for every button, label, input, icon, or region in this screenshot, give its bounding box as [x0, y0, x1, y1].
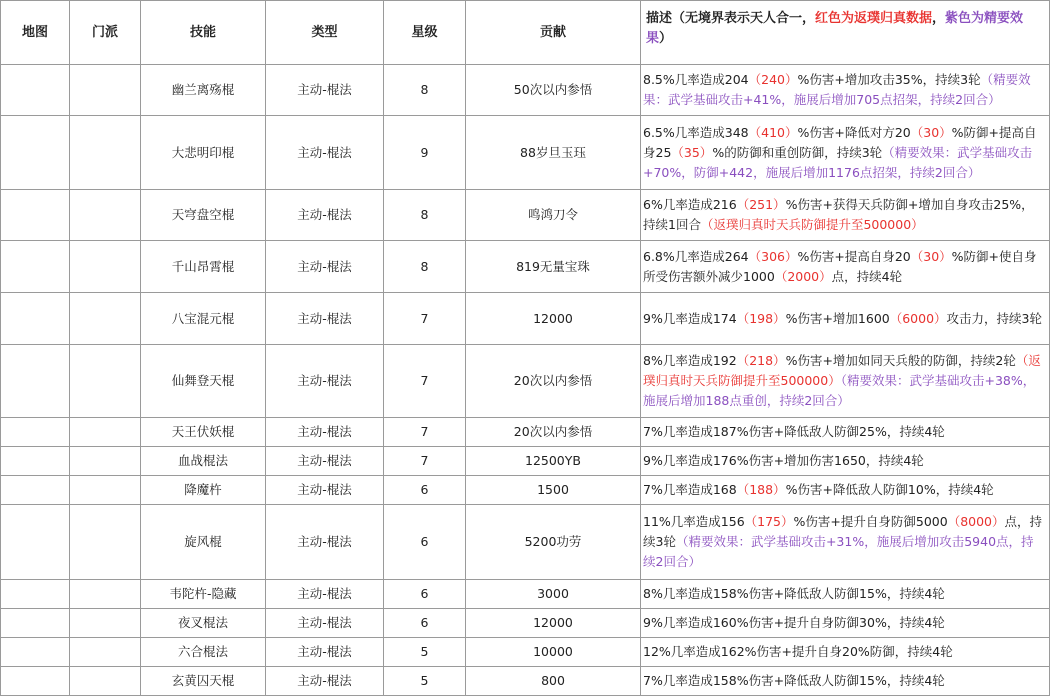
type-cell: 主动-棍法 — [266, 667, 384, 696]
header-type: 类型 — [266, 1, 384, 65]
stars-cell: 8 — [384, 241, 466, 293]
header-desc-sep: ， — [932, 11, 946, 26]
skill-cell: 夜叉棍法 — [141, 609, 266, 638]
description-text: %伤害+增加如同天兵般的防御，持续2轮 — [785, 353, 1016, 368]
header-map: 地图 — [1, 1, 70, 65]
skill-cell: 玄黄囚天棍 — [141, 667, 266, 696]
description-text: %伤害+提高自身20 — [797, 248, 911, 264]
contribution-cell: 12000 — [466, 293, 641, 345]
stars-cell: 6 — [384, 476, 466, 505]
table-row — [1, 241, 1050, 293]
school-cell — [70, 667, 141, 696]
description-cell — [641, 476, 1050, 505]
school-cell — [70, 638, 141, 667]
map-cell — [1, 293, 70, 345]
type-cell: 主动-棍法 — [266, 345, 384, 418]
header-description — [641, 1, 1050, 65]
map-cell — [1, 190, 70, 241]
table-row — [1, 116, 1050, 190]
skill-cell: 天王伏妖棍 — [141, 418, 266, 447]
refined-value: （218） — [736, 353, 786, 368]
school-cell — [70, 609, 141, 638]
description-text: %伤害+获得天兵防御+增加自身攻击25%，持续1回合 — [643, 197, 1034, 232]
school-cell — [70, 241, 141, 293]
description-text: 7%几率造成187%伤害+降低敌人防御25%，持续4轮 — [643, 424, 945, 439]
description-cell — [641, 505, 1050, 580]
stars-cell: 6 — [384, 505, 466, 580]
description-text: %伤害+增加攻击35%，持续3轮 — [797, 72, 981, 87]
skill-cell: 幽兰离殇棍 — [141, 65, 266, 116]
map-cell — [1, 667, 70, 696]
type-cell: 主动-棍法 — [266, 293, 384, 345]
description-text: 6.8%几率造成264 — [643, 248, 749, 264]
stars-cell: 6 — [384, 580, 466, 609]
description-cell — [641, 116, 1050, 190]
description-text: 9%几率造成174 — [643, 310, 737, 326]
map-cell — [1, 638, 70, 667]
description-cell — [641, 293, 1050, 345]
description-text: 8.5%几率造成204 — [643, 72, 749, 87]
type-cell: 主动-棍法 — [266, 638, 384, 667]
refined-value: （6000） — [889, 310, 947, 326]
contribution-cell: 5200功劳 — [466, 505, 641, 580]
school-cell — [70, 65, 141, 116]
description-text: %伤害+提升自身防御5000 — [793, 514, 948, 529]
type-cell: 主动-棍法 — [266, 609, 384, 638]
description-text: %防御+使自身所受伤害额外减少1000 — [643, 248, 1037, 284]
description-cell — [641, 609, 1050, 638]
school-cell — [70, 476, 141, 505]
table-row — [1, 447, 1050, 476]
school-cell — [70, 418, 141, 447]
table-row — [1, 580, 1050, 609]
type-cell: 主动-棍法 — [266, 447, 384, 476]
table-row — [1, 190, 1050, 241]
skill-cell: 六合棍法 — [141, 638, 266, 667]
map-cell — [1, 345, 70, 418]
refined-value: （188） — [736, 482, 786, 497]
skill-cell: 八宝混元棍 — [141, 293, 266, 345]
description-text: 8%几率造成158%伤害+降低敌人防御15%，持续4轮 — [643, 586, 945, 601]
header-school: 门派 — [70, 1, 141, 65]
contribution-cell: 10000 — [466, 638, 641, 667]
header-desc-close: ） — [659, 31, 673, 46]
map-cell — [1, 116, 70, 190]
description-text: 9%几率造成176%伤害+增加伤害1650，持续4轮 — [643, 453, 924, 468]
description-text: 12%几率造成162%伤害+提升自身20%防御，持续4轮 — [643, 644, 953, 659]
refined-value: （返璞归真时天兵防御提升至500000） — [643, 353, 1041, 388]
contribution-cell: 鸣鸿刀令 — [466, 190, 641, 241]
description-text: 8%几率造成192 — [643, 353, 737, 368]
header-skill: 技能 — [141, 1, 266, 65]
description-cell — [641, 447, 1050, 476]
description-cell — [641, 638, 1050, 667]
description-text: 点，持续3轮 — [643, 514, 1043, 549]
refined-value: （306） — [748, 248, 798, 264]
skill-cell: 韦陀杵-隐藏 — [141, 580, 266, 609]
contribution-cell: 50次以内参悟 — [466, 65, 641, 116]
school-cell — [70, 190, 141, 241]
refined-value: （30） — [910, 248, 952, 264]
refined-value: （251） — [736, 197, 786, 212]
stars-cell: 9 — [384, 116, 466, 190]
school-cell — [70, 580, 141, 609]
description-cell — [641, 580, 1050, 609]
refined-value: （35） — [671, 144, 713, 160]
type-cell: 主动-棍法 — [266, 418, 384, 447]
refined-value: （2000） — [774, 268, 832, 284]
header-contribution: 贡献 — [466, 1, 641, 65]
stars-cell: 6 — [384, 609, 466, 638]
table-row — [1, 418, 1050, 447]
contribution-cell: 800 — [466, 667, 641, 696]
stars-cell: 7 — [384, 447, 466, 476]
contribution-cell: 3000 — [466, 580, 641, 609]
type-cell: 主动-棍法 — [266, 505, 384, 580]
description-text: 9%几率造成160%伤害+提升自身防御30%，持续4轮 — [643, 615, 945, 630]
map-cell — [1, 609, 70, 638]
map-cell — [1, 447, 70, 476]
table-row — [1, 609, 1050, 638]
stars-cell: 8 — [384, 65, 466, 116]
skill-cell: 天穹盘空棍 — [141, 190, 266, 241]
school-cell — [70, 345, 141, 418]
stars-cell: 5 — [384, 667, 466, 696]
header-stars: 星级 — [384, 1, 466, 65]
stars-cell: 8 — [384, 190, 466, 241]
description-cell — [641, 418, 1050, 447]
description-text: 点，持续4轮 — [831, 268, 903, 284]
description-text: %防御+提高自身25 — [643, 124, 1037, 160]
contribution-cell: 88岁旦玉珏 — [466, 116, 641, 190]
skill-cell: 血战棍法 — [141, 447, 266, 476]
description-cell — [641, 345, 1050, 418]
stars-cell: 5 — [384, 638, 466, 667]
contribution-cell: 20次以内参悟 — [466, 418, 641, 447]
stars-cell: 7 — [384, 293, 466, 345]
type-cell: 主动-棍法 — [266, 190, 384, 241]
refined-value: （8000） — [947, 514, 1005, 529]
description-text: 6%几率造成216 — [643, 197, 737, 212]
school-cell — [70, 116, 141, 190]
skill-cell: 大悲明印棍 — [141, 116, 266, 190]
type-cell: 主动-棍法 — [266, 65, 384, 116]
essence-effect: （精要效果：武学基础攻击+38%，施展后增加188点重创，持续2回合） — [643, 373, 1036, 408]
refined-value: （410） — [748, 124, 798, 140]
stars-cell: 7 — [384, 345, 466, 418]
contribution-cell: 12500YB — [466, 447, 641, 476]
refined-value: （175） — [744, 514, 794, 529]
skill-cell: 千山昂霄棍 — [141, 241, 266, 293]
header-row — [1, 1, 1050, 65]
table-row — [1, 65, 1050, 116]
contribution-cell: 12000 — [466, 609, 641, 638]
school-cell — [70, 447, 141, 476]
header-desc-purple: 紫色为精要效果 — [646, 11, 1024, 46]
header-desc-text: 描述（无境界表示天人合一， — [646, 11, 816, 26]
description-text: %伤害+降低对方20 — [797, 124, 911, 140]
stars-cell: 7 — [384, 418, 466, 447]
type-cell: 主动-棍法 — [266, 116, 384, 190]
description-cell — [641, 241, 1050, 293]
table-row — [1, 345, 1050, 418]
refined-value: （返璞归真时天兵防御提升至500000） — [700, 217, 924, 232]
description-text: %伤害+降低敌人防御10%，持续4轮 — [785, 482, 994, 497]
description-text: 7%几率造成168 — [643, 482, 737, 497]
refined-value: （198） — [736, 310, 786, 326]
contribution-cell: 819无量宝珠 — [466, 241, 641, 293]
essence-effect: （精要效果：武学基础攻击+41%，施展后增加705点招架，持续2回合） — [643, 72, 1031, 107]
map-cell — [1, 476, 70, 505]
description-text: %伤害+增加1600 — [785, 310, 890, 326]
description-cell — [641, 190, 1050, 241]
description-text: 7%几率造成158%伤害+降低敌人防御15%，持续4轮 — [643, 673, 945, 688]
table-body — [1, 65, 1050, 696]
school-cell — [70, 505, 141, 580]
map-cell — [1, 505, 70, 580]
skill-cell: 降魔杵 — [141, 476, 266, 505]
contribution-cell: 1500 — [466, 476, 641, 505]
essence-effect: （精要效果：武学基础攻击+70%，防御+442，施展后增加1176点招架，持续2回合） — [643, 144, 1033, 180]
skill-cell: 仙舞登天棍 — [141, 345, 266, 418]
header-desc-red: 红色为返璞归真数据 — [815, 11, 933, 26]
description-cell — [641, 65, 1050, 116]
type-cell: 主动-棍法 — [266, 241, 384, 293]
table-row — [1, 505, 1050, 580]
description-text: 6.5%几率造成348 — [643, 124, 749, 140]
skill-cell: 旋风棍 — [141, 505, 266, 580]
description-text: 攻击力，持续3轮 — [946, 310, 1043, 326]
type-cell: 主动-棍法 — [266, 476, 384, 505]
type-cell: 主动-棍法 — [266, 580, 384, 609]
table-row — [1, 667, 1050, 696]
map-cell — [1, 418, 70, 447]
table-row — [1, 476, 1050, 505]
school-cell — [70, 293, 141, 345]
refined-value: （240） — [748, 72, 798, 87]
refined-value: （30） — [910, 124, 952, 140]
table-row — [1, 638, 1050, 667]
contribution-cell: 20次以内参悟 — [466, 345, 641, 418]
description-text: %的防御和重创防御，持续3轮 — [712, 144, 883, 160]
essence-effect: （精要效果：武学基础攻击+31%，施展后增加攻击5940点，持续2回合） — [643, 534, 1034, 569]
map-cell — [1, 580, 70, 609]
description-text: 11%几率造成156 — [643, 514, 745, 529]
map-cell — [1, 241, 70, 293]
table-row — [1, 293, 1050, 345]
description-cell — [641, 667, 1050, 696]
map-cell — [1, 65, 70, 116]
